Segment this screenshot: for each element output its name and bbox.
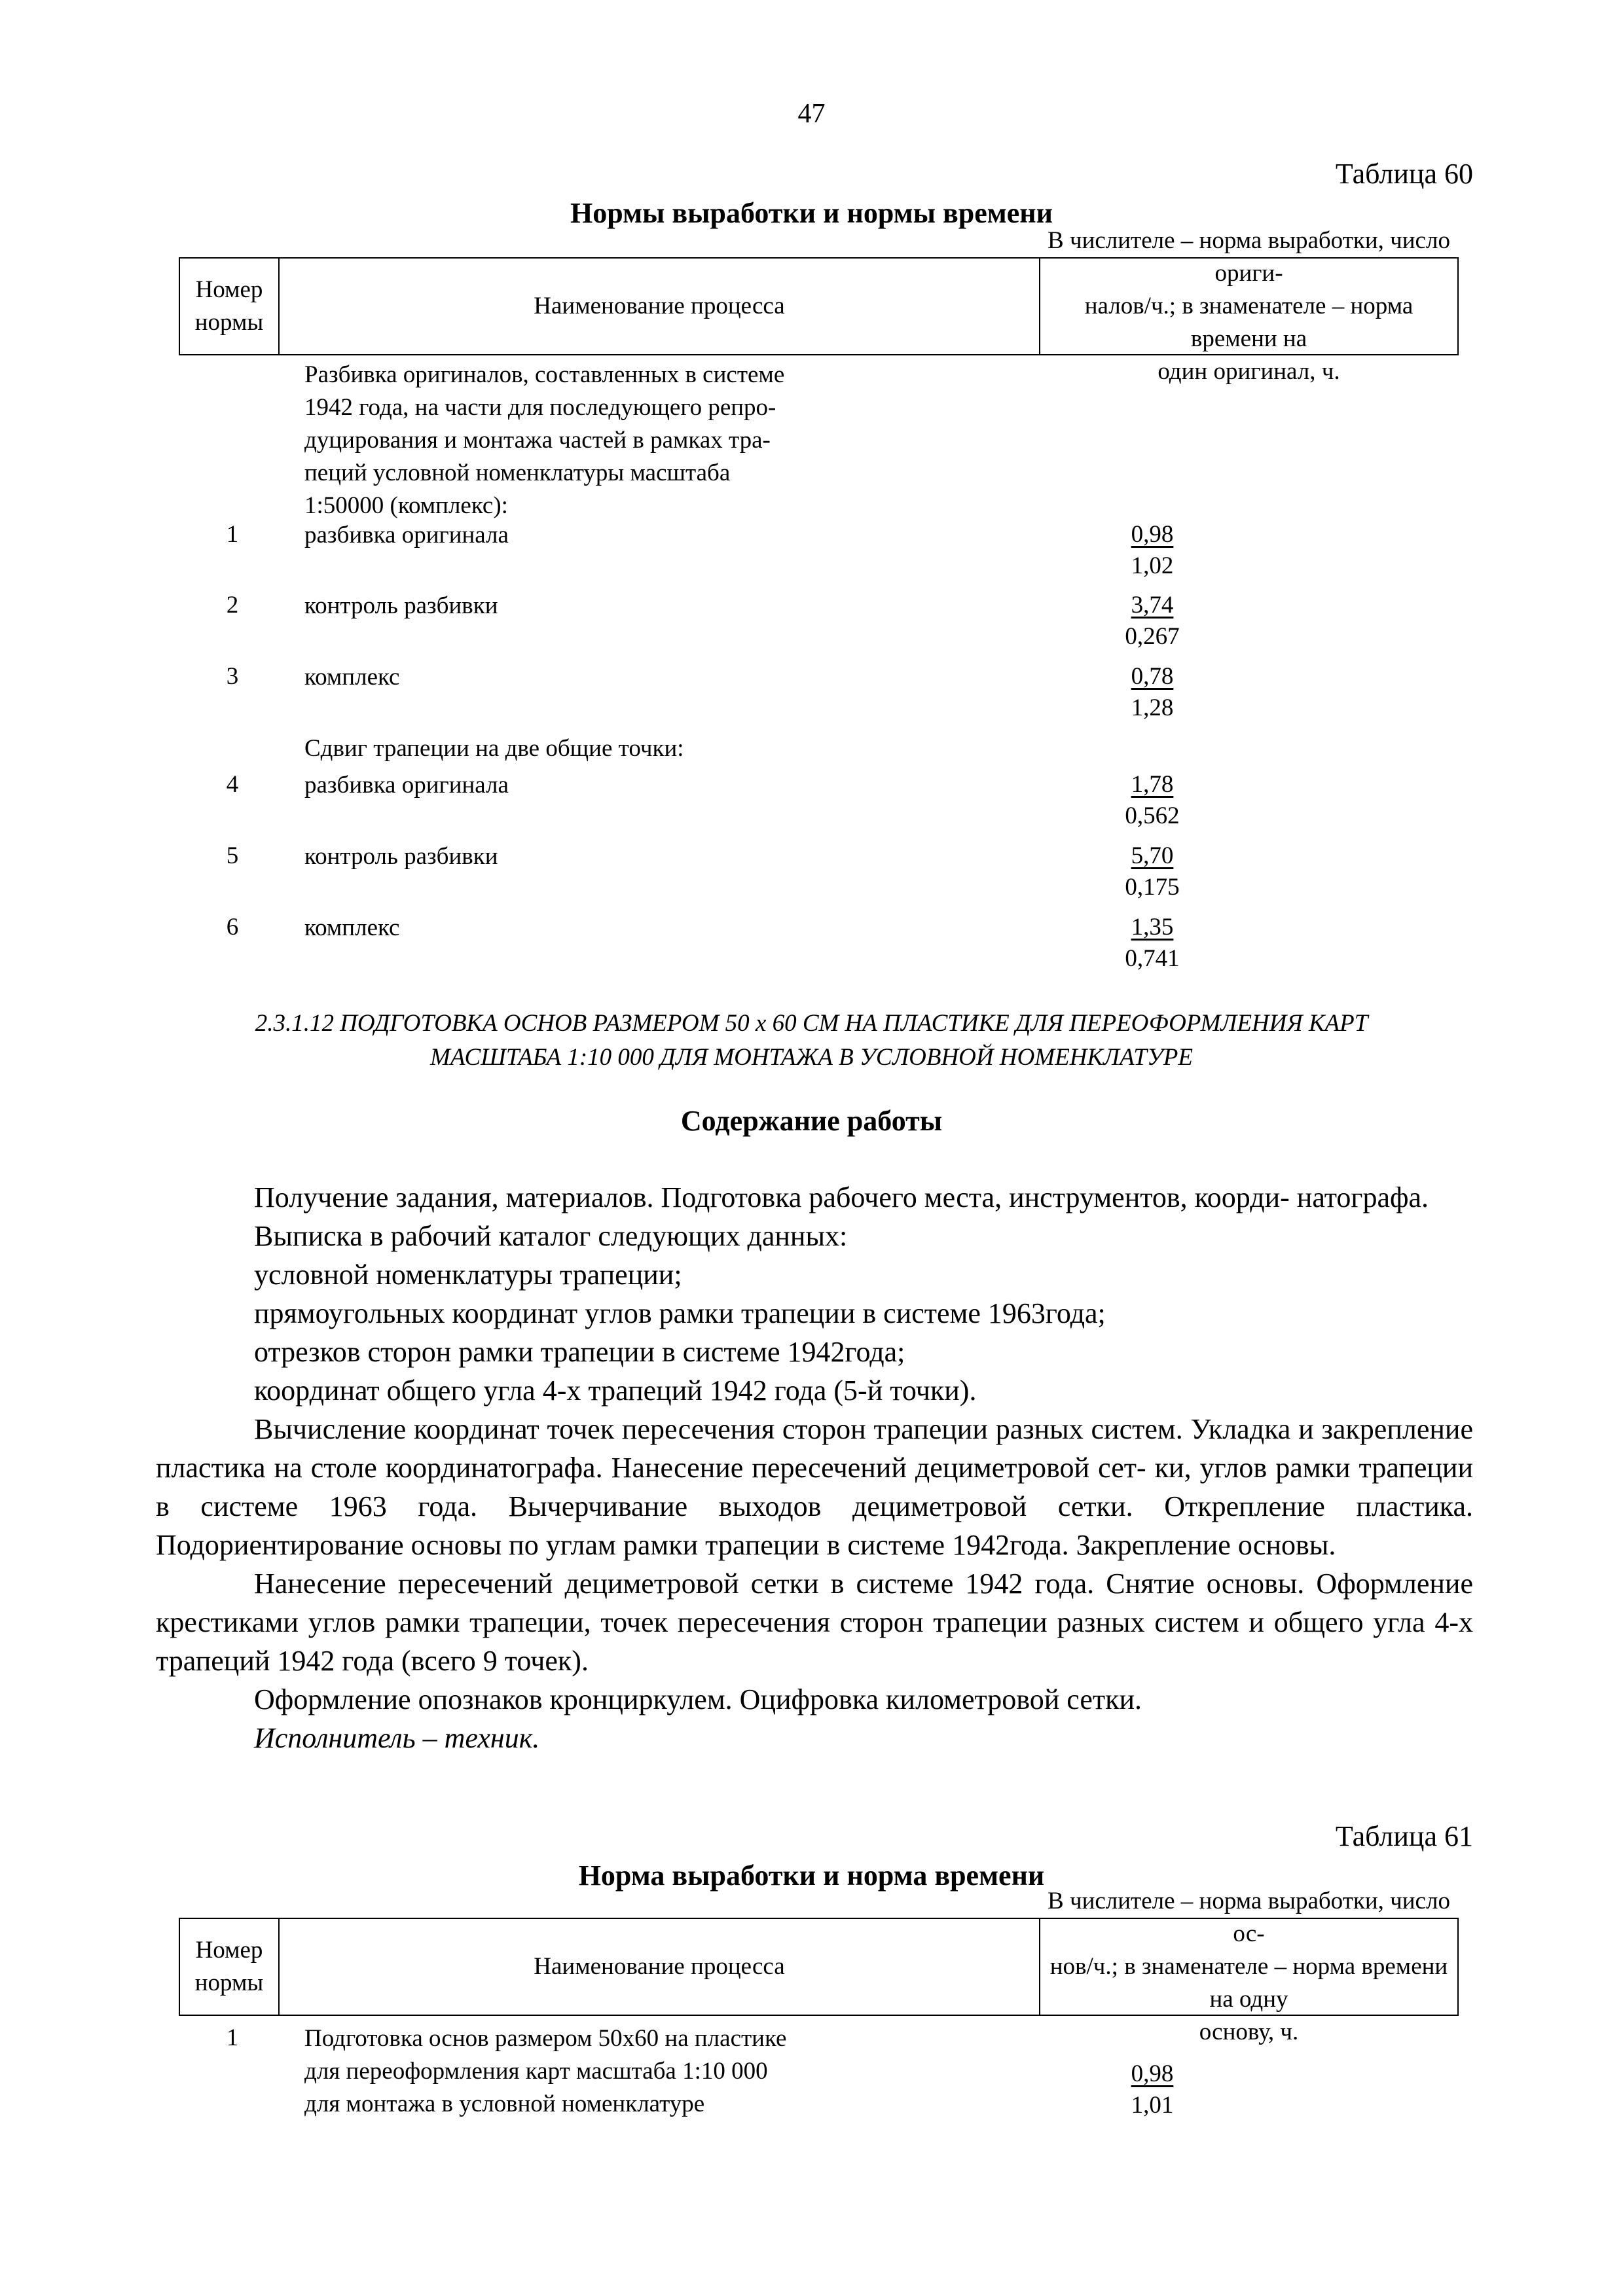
group-2-title: Сдвиг трапеции на две общие точки: — [304, 735, 684, 762]
header-process-cell: Наименование процесса — [534, 293, 785, 319]
header-number-cell: Номер нормы — [194, 1937, 264, 1996]
paragraph: отрезков сторон рамки трапеции в системе 1942года; — [254, 1336, 905, 1368]
group-1-title: Разбивка оригиналов, составленных в системе 1942 года, на части для последующего репро- дуцирования и монтажа частей в рамках тра- пеций условной номенклатуры масштаба 1:50000 (комплекс): — [304, 361, 785, 519]
paragraph: условной номенклатуры трапеции; — [254, 1259, 682, 1291]
paragraph: координат общего угла 4-х трапеций 1942 года (5-й точки). — [254, 1374, 977, 1407]
page-number: 47 — [797, 99, 826, 129]
paragraph: Нанесение пересечений дециметровой сетки в системе 1942 года. Снятие основы. Оформление крестиками углов рамки трапеции, точек пересечения сторон трапеции разных систем и общего угла 4-х трапеций 1942 года (всего 9 точек). — [156, 1568, 1473, 1677]
paragraph: Выписка в рабочий каталог следующих данных: — [254, 1220, 848, 1252]
paragraph: прямоугольных координат углов рамки трапеции в системе 1963года; — [254, 1297, 1106, 1329]
header-number-cell: Номер нормы — [194, 276, 264, 336]
table-61-label: Таблица 61 — [1335, 1820, 1473, 1852]
header-process-cell: Наименование процесса — [534, 1953, 785, 1980]
table-60-title: Нормы выработки и нормы времени — [570, 197, 1053, 229]
header-norm-cell: В числителе – норма выработки, число ориги- налов/ч.; в знаменателе – норма времени на один оригинал, ч. — [1048, 227, 1450, 385]
executor-line: Исполнитель – техник. — [254, 1722, 540, 1754]
paragraph: Получение задания, материалов. Подготовка рабочего места, инструментов, коорди- натографа. — [254, 1181, 1429, 1213]
paragraph: Оформление опознаков кронциркулем. Оцифровка километровой сетки. — [254, 1683, 1142, 1715]
table-60-label: Таблица 60 — [1335, 158, 1473, 190]
paragraph: Вычисление координат точек пересечения сторон трапеции разных систем. Укладка и закрепление пластика на столе координатографа. Нанесение пересечений дециметровой сет- ки, углов рамки трапеции в системе 1963 года. Вычерчивание выходов дециметровой сетки. Открепление пластика. Подориентирование основы по углам рамки трапеции в системе 1942года. Закрепление основы. — [156, 1413, 1473, 1561]
header-norm-cell: В числителе – норма выработки, число ос- нов/ч.; в знаменателе – норма времени на одну основу, ч. — [1048, 1888, 1450, 2045]
table-60-header — [179, 227, 1459, 385]
table-61-header — [179, 1888, 1459, 2045]
content-heading: Содержание работы — [680, 1105, 943, 1137]
table-61-title: Норма выработки и норма времени — [578, 1859, 1045, 1892]
content-body — [156, 1178, 1473, 1757]
section-title: 2.3.1.12 ПОДГОТОВКА ОСНОВ РАЗМЕРОМ 50 x 60 СМ НА ПЛАСТИКЕ ДЛЯ ПЕРЕОФОРМЛЕНИЯ КАРТ МАСШТАБА 1:10 000 ДЛЯ МОНТАЖА В УСЛОВНОЙ НОМЕНКЛАТУРЕ — [255, 1010, 1368, 1071]
